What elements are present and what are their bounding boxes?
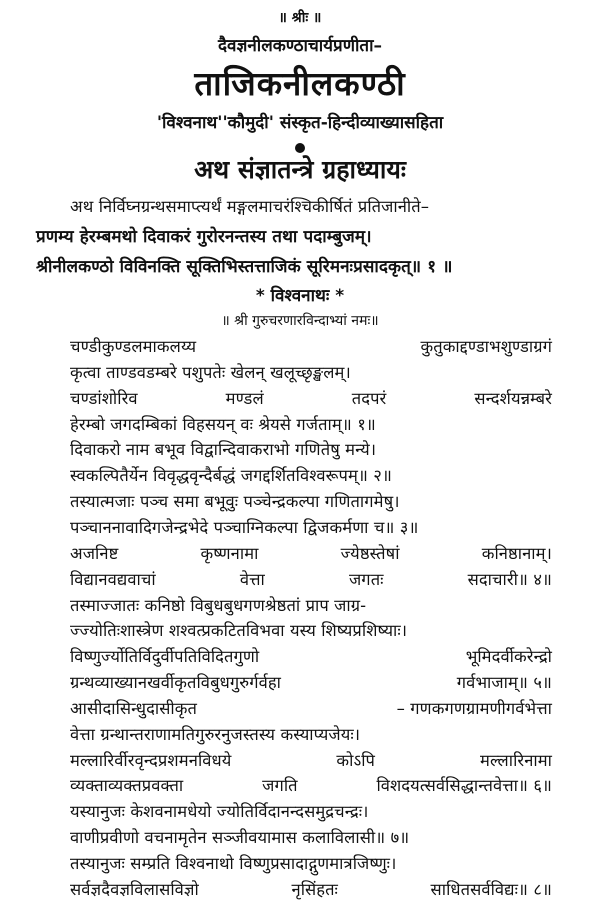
verse-segment: तदपरं	[351, 388, 387, 408]
verse-segment: विष्णुर्ज्योतिर्विदुर्वीपतिविदितगुणो	[70, 647, 260, 667]
verse-segment: दिवाकरो नाम बभूव विद्वान्दिवाकराभो गणितेषु मन्ये।	[70, 440, 377, 460]
verse-line	[70, 386, 552, 409]
verse-line	[70, 644, 552, 667]
verse-segment: साधितसर्वविद्यः॥ ८॥	[430, 879, 552, 899]
verse-segment: ग्रन्थव्याख्यानखर्वीकृतविबुधगुरुर्गर्वहा	[70, 673, 281, 693]
verse-segment: मण्डलं	[225, 388, 264, 408]
book-title: ताजिकनीलकण्ठी	[194, 64, 406, 103]
verse-segment: गर्वभाजाम्॥ ५॥	[456, 673, 552, 693]
verse-segment: कुतुकाद्दण्डाभशुण्डाग्रगं	[420, 337, 552, 356]
verse-segment: तस्यात्मजाः पञ्च समा बभूवुः पञ्चेन्द्रकल्पा गणितागमेषु।	[70, 492, 400, 512]
verse-segment: वाणीप्रवीणो वचनामृतेन सञ्जीवयामास कलाविलासी॥ ७॥	[70, 828, 410, 848]
verse-segment: सदाचारी॥ ४॥	[467, 569, 552, 589]
verse-line	[70, 515, 552, 538]
verse-segment: आसीदासिन्धुदासीकृत	[70, 698, 198, 718]
verse-1-line-a: प्रणम्य हेरम्बमथो दिवाकरं गुरोरनन्तस्य तथा पदाम्बुजम्।	[36, 227, 372, 247]
verse-segment: तस्माज्जातः कनिष्ठो विबुधबुधगणश्रेष्ठतां प्राप जाग्र-	[70, 595, 367, 615]
commentary-heading: * विश्वनाथः *	[255, 286, 345, 306]
verse-segment: – गणकगणग्रामणीगर्वभेत्ता	[396, 698, 552, 718]
verse-segment: तस्यानुजः सम्प्रति विश्वनाथो विष्णुप्रसादाद्गुणमात्रजिष्णुः।	[70, 854, 397, 873]
commentary-subtitle: 'विश्वनाथ''कौमुदी' संस्कृत-हिन्दीव्याख्यासहिता	[156, 113, 444, 133]
invocation: ॥ श्रीः ॥	[278, 10, 322, 26]
salutation: ॥ श्री गुरुचरणारविन्दाभ्यां नमः॥	[221, 313, 379, 329]
verse-segment: चण्डीकुण्डलमाकलय्य	[70, 337, 197, 356]
verse-line	[70, 412, 552, 435]
verse-line	[70, 773, 552, 796]
verse-line	[70, 541, 552, 564]
verse-segment: वेत्ता ग्रन्थान्तराणामतिगुरुरनुजस्तस्य कस्याप्यजेयः।	[70, 724, 361, 744]
verse-line	[70, 748, 552, 771]
author-byline: दैवज्ञनीलकण्ठाचार्यप्रणीता–	[218, 36, 382, 56]
chapter-heading: अथ संज्ञातन्त्रे ग्रहाध्यायः	[194, 155, 406, 184]
verse-line	[70, 489, 552, 512]
verse-segment: जगति	[262, 776, 298, 796]
verse-segment: कोऽपि	[336, 750, 376, 770]
verse-segment: सन्दर्शयन्नम्बरे	[474, 388, 552, 408]
verse-line	[70, 851, 552, 874]
verse-segment: मल्लारिर्वीरवृन्दप्रशमनविधये	[70, 750, 232, 770]
verse-segment: कनिष्ठानाम्।	[481, 543, 552, 563]
verse-segment: भूमिदर्वीकरेन्द्रो	[465, 647, 552, 667]
verse-line	[70, 334, 552, 357]
verse-line	[70, 360, 552, 383]
verse-segment: व्यक्ताव्यक्तप्रवक्ता	[70, 776, 184, 796]
verse-segment: जगतः	[348, 569, 384, 589]
verse-1-line-b: श्रीनीलकण्ठो विविनक्ति सूक्तिभिस्तत्ताजिकं सूरिमनःप्रसादकृत्॥ १ ॥	[36, 257, 453, 277]
verse-line	[70, 593, 552, 616]
verse-segment: विद्यानवद्यवाचां	[70, 569, 156, 589]
verse-segment: मल्लारिनामा	[480, 750, 552, 770]
verse-segment: चण्डांशोरिव	[70, 388, 138, 408]
verse-line	[70, 722, 552, 745]
verse-segment: अजनिष्ट	[70, 543, 119, 563]
verse-segment: वेत्ता	[239, 569, 265, 589]
verse-segment: ज्ज्योतिःशास्त्रेण शश्वत्प्रकटितविभवा यस्य शिष्यप्रशिष्याः।	[70, 621, 408, 641]
verse-line	[70, 696, 552, 719]
verse-line	[70, 825, 552, 848]
verse-line	[70, 567, 552, 590]
verse-segment: यस्यानुजः केशवनामधेयो ज्योतिर्विदानन्दसमुद्रचन्द्रः।	[70, 802, 369, 822]
verse-segment: स्वकल्पितैर्येन विवृद्धवृन्दैर्बद्धं जगद्दर्शितविश्वरूपम्॥ २॥	[70, 466, 392, 486]
verse-segment: कृत्वा ताण्डवडम्बरे पशुपतेः खेलन् खलूच्छृङ्खलम्।	[70, 362, 351, 382]
verse-line	[70, 670, 552, 693]
verse-segment: हेरम्बो जगदम्बिकां विहसयन् वः श्रेयसे गर्जताम्॥ १॥	[70, 414, 376, 434]
verse-segment: विशदयत्सर्वसिद्धान्तवेत्ता॥ ६॥	[376, 776, 552, 796]
verse-segment: नृसिंहतः	[291, 879, 338, 899]
verse-line	[70, 618, 552, 641]
verse-segment: सर्वज्ञदैवज्ञविलासविज्ञो	[70, 879, 199, 899]
verse-segment: पञ्चाननावादिगजेन्द्रभेदे पञ्चाग्निकल्पा द्विजकर्मणा च॥ ३॥	[70, 517, 419, 537]
verse-line	[70, 877, 552, 900]
intro-prose: अथ निर्विघ्नग्रन्थसमाप्त्यर्थं मङ्गलमाचरंश्चिकीर्षितं प्रतिजानीते–	[70, 197, 430, 216]
verse-segment: कृष्णनामा	[200, 543, 259, 563]
verse-line	[70, 463, 552, 486]
verse-line	[70, 437, 552, 460]
verse-segment: ज्येष्ठस्तेषां	[340, 543, 400, 563]
verse-line	[70, 799, 552, 822]
